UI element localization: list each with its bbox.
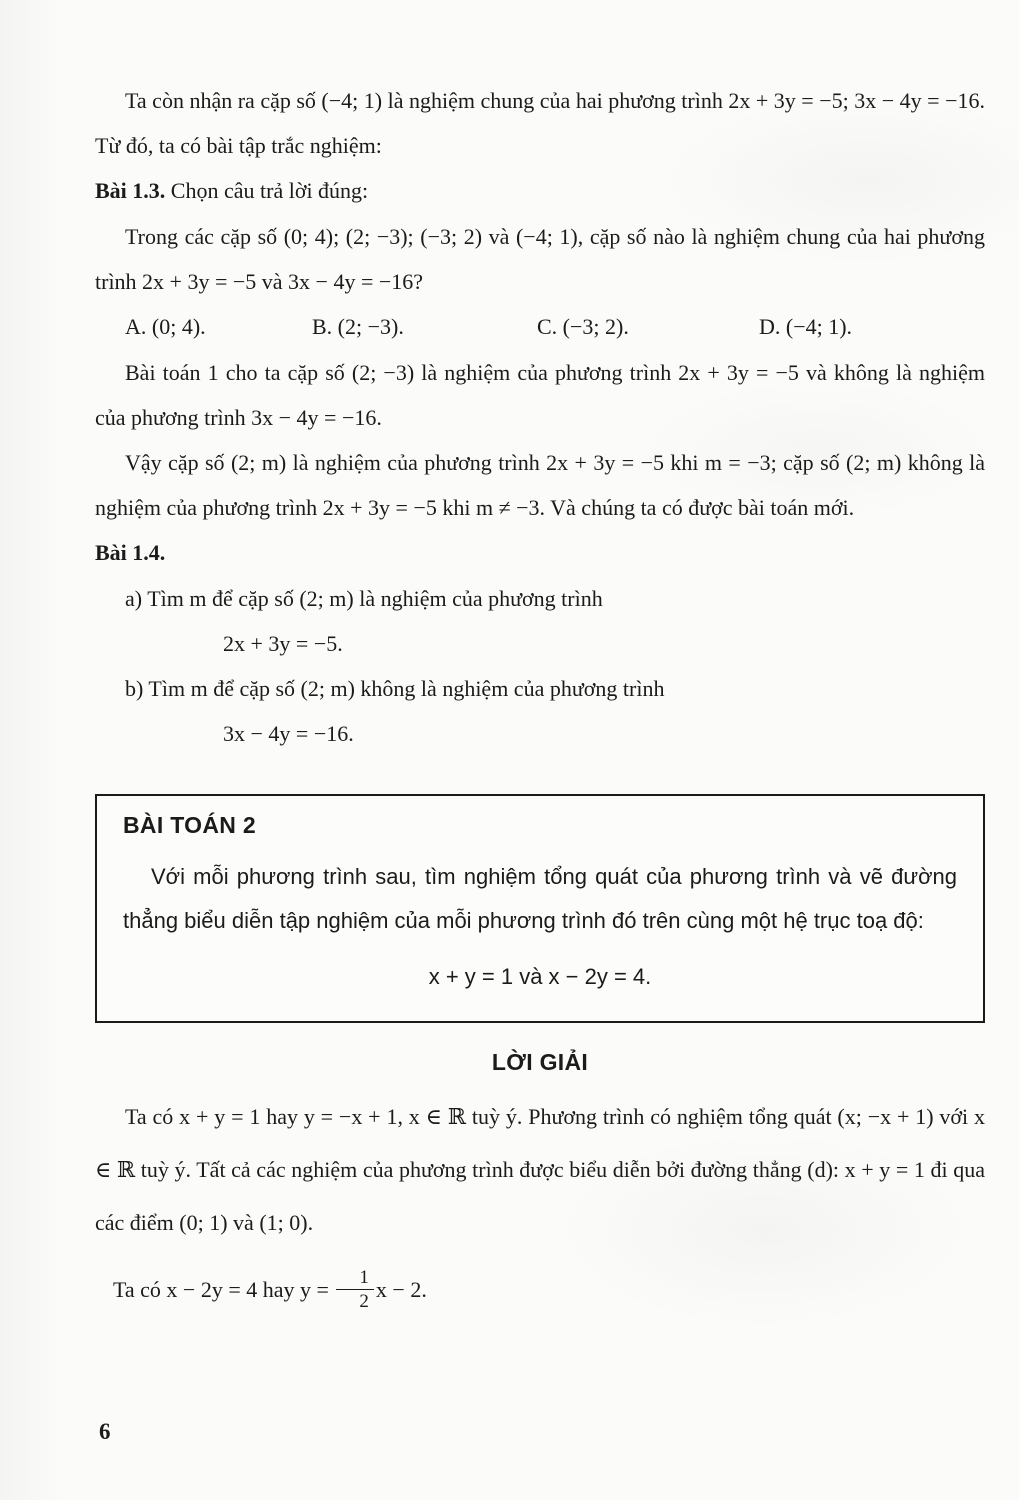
exercise-1-3-label: Bài 1.3. [95,178,166,203]
exercise-1-4-label: Bài 1.4. [95,540,166,565]
fraction-denominator: 2 [359,1291,369,1313]
page-content [95,78,985,1316]
choice-d: D. (−4; 1). [759,314,853,339]
exercise-1-3-heading [95,168,985,214]
exercise-1-3-question: Trong các cặp số (0; 4); (2; −3); (−3; 2) và (−4; 1), cặp số nào là nghiệm chung của hai phương trình 2x + 3y = −5 và 3x − 4y = −16? [95,224,985,294]
problem-2-body: Với mỗi phương trình sau, tìm nghiệm tổng quát của phương trình và vẽ đường thẳng biểu diễn tập nghiệm của mỗi phương trình đó trên cùng một hệ trục toạ độ: [123,864,957,933]
problem-2-equation: x + y = 1 và x − 2y = 4. [428,964,652,989]
page-number: 6 [99,1419,111,1444]
exercise-1-3-prompt: Chọn câu trả lời đúng: [170,178,369,203]
exercise-1-4-item-a-equation: 2x + 3y = −5. [223,631,343,656]
exercise-1-4-item-b-equation: 3x − 4y = −16. [223,721,354,746]
fraction-one-half [336,1267,374,1314]
answer-choices-row [95,304,985,350]
solution-paragraph-2-prefix: Ta có x − 2y = 4 hay y = [113,1277,335,1302]
exercise-1-4-item-a: a) Tìm m để cặp số (2; m) là nghiệm của phương trình [125,586,603,611]
problem-2-box [95,794,985,1023]
exercise-1-4-item-b: b) Tìm m để cặp số (2; m) không là nghiệm của phương trình [125,676,665,701]
choice-b: B. (2; −3). [312,314,404,339]
solution-paragraph-2-suffix: x − 2. [375,1277,427,1302]
solution-paragraph-2 [95,1263,985,1316]
solution-paragraph-1: Ta có x + y = 1 hay y = −x + 1, x ∈ ℝ tuỳ ý. Phương trình có nghiệm tổng quát (x; −x + 1) với x ∈ ℝ tuỳ ý. Tất cả các nghiệm của phương trình được biểu diễn bởi đường thẳng (d): x + y = 1 đi qua các điểm (0; 1) và (1; 0). [95,1104,985,1235]
discussion-paragraph-2: Vậy cặp số (2; m) là nghiệm của phương trình 2x + 3y = −5 khi m = −3; cặp số (2; m) không là nghiệm của phương trình 2x + 3y = −5 khi m ≠ −3. Và chúng ta có được bài toán mới. [95,450,985,520]
problem-2-title: BÀI TOÁN 2 [123,812,256,838]
solution-heading: LỜI GIẢI [491,1049,589,1075]
fraction-numerator: 1 [336,1267,374,1291]
choice-c: C. (−3; 2). [537,314,629,339]
discussion-paragraph-1: Bài toán 1 cho ta cặp số (2; −3) là nghiệm của phương trình 2x + 3y = −5 và không là nghiệm của phương trình 3x − 4y = −16. [95,360,985,430]
intro-paragraph: Ta còn nhận ra cặp số (−4; 1) là nghiệm chung của hai phương trình 2x + 3y = −5; 3x − 4y = −16. Từ đó, ta có bài tập trắc nghiệm: [95,88,985,158]
choice-a: A. (0; 4). [125,314,206,339]
